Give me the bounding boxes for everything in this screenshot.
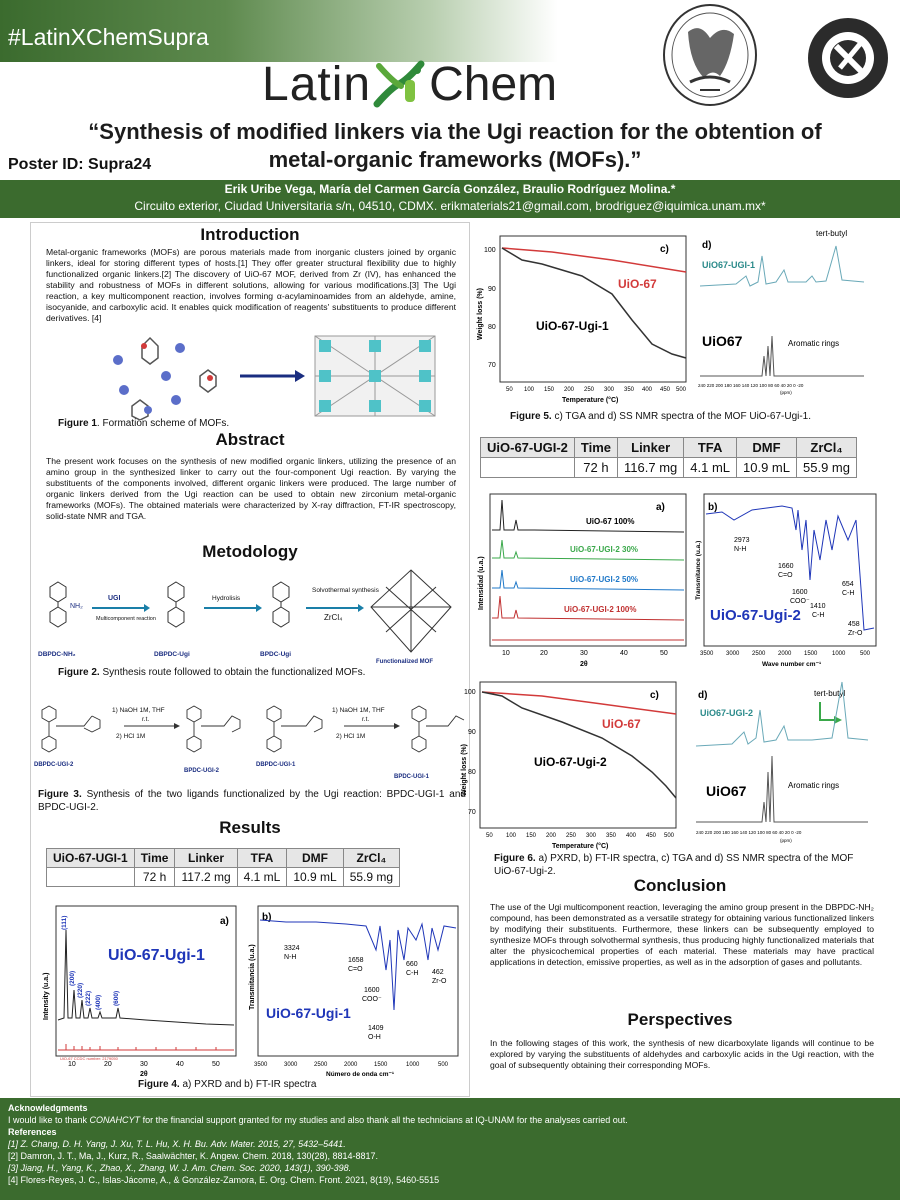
step1-label-a: 1) NaOH 1M, THF <box>112 707 165 714</box>
tga2-xtick-350: 350 <box>606 833 617 839</box>
tga1-xtick-350: 350 <box>624 387 635 393</box>
ftir1-ylabel: Transmitancia (u.a.) <box>249 944 256 1010</box>
mol-dbpdc-ugi1: DBPDC-UGI-1 <box>256 762 296 768</box>
pxrd2-xtick-50: 50 <box>660 650 668 657</box>
ccdc-label: UiO-67 CCDC number: 2179050 <box>60 1056 118 1061</box>
step2-label-b: 2) HCl 1M <box>336 733 366 740</box>
ack-em: CONAHCYT <box>89 1115 141 1125</box>
table1-h4: ZrCl₄ <box>343 849 399 868</box>
pxrd2-label-uio67: UiO-67 100% <box>586 517 635 526</box>
tga2-ylabel: Weight loss (%) <box>461 744 468 796</box>
nmr2-xticks: 240 220 200 180 160 140 120 100 80 60 40 20 0 -20 <box>696 830 802 835</box>
tga2-xtick-150: 150 <box>526 833 537 839</box>
tga2-xtick-450: 450 <box>646 833 657 839</box>
tga1-xtick-400: 400 <box>642 387 653 393</box>
pxrd2-xlabel: 2θ <box>580 661 588 668</box>
table2-v4: 55.9 mg <box>797 458 857 478</box>
figure3-label: Figure 3. <box>38 789 82 800</box>
figure2-label: Figure 2. <box>58 667 100 678</box>
tga1-xtick-250: 250 <box>584 387 595 393</box>
ftir2-xtick-3000: 3000 <box>726 651 740 657</box>
ack-title: Acknowledgments <box>8 1103 88 1113</box>
compound-2-label: DBPDC-Ugi <box>154 651 190 658</box>
figure1-label: Figure 1 <box>58 418 97 429</box>
ftir1-xtick-2000: 2000 <box>344 1062 358 1068</box>
ftir1-ann-462: 462 <box>432 969 444 976</box>
nmr2-tertbutyl: tert-butyl <box>814 689 846 698</box>
pxrd2-xtick-30: 30 <box>580 650 588 657</box>
ftir1-ann-1409: 1409 <box>368 1025 384 1032</box>
ack-text <box>8 1114 892 1126</box>
pxrd1-xlabel: 2θ <box>140 1071 148 1078</box>
tga2-xtick-300: 300 <box>586 833 597 839</box>
pxrd1-xtick-30: 30 <box>140 1061 148 1068</box>
abstract-heading: Abstract <box>215 430 285 449</box>
pxrd1-series-label: UiO-67-Ugi-1 <box>108 947 205 964</box>
step1-rt-b: r.t. <box>362 716 370 723</box>
figure6-label: Figure 6. <box>494 853 536 864</box>
nmr2-ppm: (ppm) <box>780 838 792 843</box>
nmr2-d-label: d) <box>698 690 708 701</box>
ref-1: [1] Z. Chang, D. H. Yang, J. Xu, T. L. Hu, X. H. Bu. Adv. Mater. 2015, 27, 5432–5441. <box>8 1139 346 1149</box>
figure6-text: a) PXRD, b) FT-IR spectra, c) TGA and d) SS NMR spectra of the MOF UiO-67-Ugi-2. <box>494 853 854 877</box>
tga1-xtick-450: 450 <box>660 387 671 393</box>
solvothermal-label: Solvothermal synthesis <box>312 587 379 594</box>
nmr1-tertbutyl: tert-butyl <box>816 229 848 238</box>
figure1-caption <box>58 417 229 430</box>
synthesis-table-ugi2 <box>480 437 857 478</box>
tga2-ytick-80: 80 <box>468 769 476 776</box>
compound-1-label: DBPDC-NH₂ <box>38 651 76 658</box>
nmr1-aromatic: Aromatic rings <box>788 339 840 348</box>
table1-v0: 72 h <box>134 868 175 887</box>
tga1-ytick-80: 80 <box>488 324 496 331</box>
ftir1-xtick-1000: 1000 <box>406 1062 420 1068</box>
pxrd-ugi1-plot <box>36 900 242 1078</box>
ftir1-ann-oh: O-H <box>368 1034 381 1041</box>
pxrd-ugi2-plot <box>474 490 690 668</box>
tga-ugi1-plot <box>472 230 692 408</box>
logo-x-mark-icon <box>371 58 429 110</box>
ftir2-ann-ch2: C-H <box>842 590 855 597</box>
tga2-xtick-250: 250 <box>566 833 577 839</box>
footer <box>0 1098 900 1200</box>
tga1-xtick-100: 100 <box>524 387 535 393</box>
title-line-1: “Synthesis of modified linkers via the Ugi reaction for the obtention of <box>88 119 822 144</box>
peak-220: (220) <box>77 982 84 998</box>
tga2-xlabel: Temperature (°C) <box>552 843 609 850</box>
zrcl4-label: ZrCl₄ <box>324 613 343 622</box>
ftir2-xtick-2500: 2500 <box>752 651 766 657</box>
conclusion-heading: Conclusion <box>633 876 727 895</box>
table1-v2: 4.1 mL <box>237 868 287 887</box>
nmr2-uio-label: UiO67 <box>706 783 747 799</box>
figure1-text: . Formation scheme of MOFs. <box>96 418 230 429</box>
pxrd1-ylabel: Intensity (u.a.) <box>43 972 50 1020</box>
table1-empty <box>47 868 135 887</box>
ref-2: [2] Damron, J. T., Ma, J., Kurz, R., Saalwächter, K. Angew. Chem. 2018, 130(28), 8814-8817. <box>8 1151 379 1161</box>
intro-heading: Introduction <box>200 225 300 244</box>
results-heading: Results <box>219 818 281 837</box>
multicomponent-label: Multicomponent reaction <box>96 616 156 622</box>
step1-label-b: 1) NaOH 1M, THF <box>332 707 385 714</box>
compound-3-label: BPDC-Ugi <box>260 651 292 658</box>
address: Circuito exterior, Ciudad Universitaria s/n, 04510, CDMX. erikmaterials21@gmail.com, brodriguez@iquimica.unam.mx* <box>134 199 766 213</box>
mol-bpdc-ugi1: BPDC-UGI-1 <box>394 774 430 780</box>
peak-400: (400) <box>95 994 102 1010</box>
linker-molecule <box>132 338 216 420</box>
table2-name: UiO-67-UGI-2 <box>481 438 575 458</box>
ligand-synthesis-scheme <box>34 686 468 784</box>
ftir2-xtick-3500: 3500 <box>700 651 714 657</box>
perspectives-text: In the following stages of this work, the synthesis of new dicarboxylate ligands will continue to be explored by varying the substituents of aldehydes and carboxylic acids in the Ugi reaction, with the goal of subsequently obtaining their corresponding MOFs. <box>490 1038 874 1070</box>
peak-111: (111) <box>61 915 68 930</box>
ftir1-xtick-500: 500 <box>438 1062 449 1068</box>
abstract-text: The present work focuses on the synthesis of new modified organic linkers, utilizing the presence of an amino group in the synthesized linker to carry out the four-component Ugi reaction. By varying the substituents of the components involved, different organic linkers were produced. The large number of organic linkers derived from the Ugi reaction can be used to obtain new zirconium metal-organic frameworks (MOFs). The obtained materials were characterized by X-ray diffraction, FT-IR spectroscopy, solid-state NMR and TGA. <box>46 456 456 521</box>
tga1-xtick-50: 50 <box>506 387 513 393</box>
ftir1-ann-ch: C-H <box>406 970 419 977</box>
nmr-ugi2-plot <box>692 676 872 844</box>
logo-text-right: Chem <box>429 57 558 111</box>
figure4-text: a) PXRD and b) FT-IR spectra <box>179 1079 317 1090</box>
ftir2-xtick-500: 500 <box>860 651 871 657</box>
intro-text: Metal-organic frameworks (MOFs) are porous materials made from inorganic clusters joined by organic linkers, ideal for storing different types of hosts.[1] They offer greater structural flexibility due to highly functionalized organic linkers.[2] The discovery of UiO-67 MOF, derived from Zr (IV), has enhanced the stability and robustness of MOFs in different solutions, allowing for various modifications.[3] The Ugi reaction, a key multicomponent reaction, involves forming α-acylaminoamides from an aldehyde, amine, isocyanide, and carboxylic acid. It enables quick modification of reagents' substituents to produce different derivatives. [4] <box>46 247 456 323</box>
tga2-uio67-label: UiO-67 <box>602 717 641 731</box>
ftir2-ann-co: C=O <box>778 572 793 579</box>
hydrolysis-label: Hydrolisis <box>212 595 241 602</box>
ftir2-ann-1410: 1410 <box>810 603 826 610</box>
table2-v3: 10.9 mL <box>737 458 797 478</box>
pxrd2-label-50: UiO-67-UGI-2 50% <box>570 575 639 584</box>
tga2-xtick-100: 100 <box>506 833 517 839</box>
iquimica-logo-icon <box>790 0 900 110</box>
ftir1-series-label: UiO-67-Ugi-1 <box>266 1005 351 1021</box>
pxrd2-ylabel: Intensidad (u.a.) <box>478 556 485 610</box>
ftir2-xlabel: Wave number cm⁻¹ <box>762 661 822 668</box>
synthesis-table-ugi1 <box>46 848 400 887</box>
figure4-label: Figure 4. <box>138 1079 180 1090</box>
tga1-xtick-200: 200 <box>564 387 575 393</box>
table2-h2: TFA <box>684 438 737 458</box>
peak-222: (222) <box>85 990 92 1006</box>
table1-name: UiO-67-UGI-1 <box>47 849 135 868</box>
tga1-c-label: c) <box>660 244 669 255</box>
authors-bar <box>0 180 900 218</box>
pxrd1-xtick-40: 40 <box>176 1061 184 1068</box>
tga2-c-label: c) <box>650 690 659 701</box>
hashtag: #LatinXChemSupra <box>8 24 209 50</box>
ftir1-ann-zro: Zr-O <box>432 978 447 985</box>
nmr1-ugi1-label: UiO67-UGI-1 <box>702 260 756 270</box>
tga1-ytick-100: 100 <box>484 247 496 254</box>
ugi-arrow-label: UGI <box>108 595 121 602</box>
table2-v0: 72 h <box>574 458 617 478</box>
conclusion-text: The use of the Ugi multicomponent reaction, leveraging the amino group present in the DBPDC-NH₂ compound, has been demonstrated as a versatile strategy for obtaining various functionalized linkers by modifying their substituents. Furthermore, these linkers can be subsequently employed to synthesize MOFs through solvothermal synthesis, thus producing highly functionalized materials that alter the physicochemical properties of each material. These materials may have practical applications in detection, emissive properties, as well as in the adsorption of gases and pollutants. <box>490 902 874 967</box>
ack-post: for the financial support granted for my studies and also thank all the technicians at IQ-UNAM for the analyses carried out. <box>140 1115 628 1125</box>
ftir1-ann-nh: N-H <box>284 954 297 961</box>
pxrd1-xtick-20: 20 <box>104 1061 112 1068</box>
pxrd1-xtick-50: 50 <box>212 1061 220 1068</box>
table2-h1: Linker <box>618 438 684 458</box>
table2-h4: ZrCl₄ <box>797 438 857 458</box>
tga2-ytick-90: 90 <box>468 729 476 736</box>
table1-h1: Linker <box>175 849 237 868</box>
ftir2-ann-1660: 1660 <box>778 563 794 570</box>
pxrd2-a-label: a) <box>656 502 665 513</box>
tga1-xlabel: Temperature (°C) <box>562 397 619 404</box>
table1-h0: Time <box>134 849 175 868</box>
ftir1-ann-660: 660 <box>406 961 418 968</box>
ftir-ugi1-plot <box>246 900 464 1078</box>
table2-v2: 4.1 mL <box>684 458 737 478</box>
ftir2-ann-2973: 2973 <box>734 537 750 544</box>
table2-h3: DMF <box>737 438 797 458</box>
perspectives-heading: Perspectives <box>627 1010 733 1029</box>
ftir1-xtick-3500: 3500 <box>254 1062 268 1068</box>
figure3-caption <box>38 788 466 814</box>
ftir2-series-label: UiO-67-Ugi-2 <box>710 607 801 624</box>
table1-h3: DMF <box>287 849 343 868</box>
table1-v4: 55.9 mg <box>343 868 399 887</box>
nmr1-xticks: 240 220 200 180 160 140 120 100 80 60 40 20 0 -20 <box>698 383 804 388</box>
figure6-caption <box>494 852 874 878</box>
nmr2-ugi2-label: UiO67-UGI-2 <box>700 708 754 718</box>
figure5-label: Figure 5. <box>510 411 552 422</box>
compound-4-label: Functionalized MOF <box>376 659 433 665</box>
ref-3: [3] Jiang, H., Yang, K., Zhao, X., Zhang, W. J. Am. Chem. Soc. 2020, 143(1), 390-398. <box>8 1163 352 1173</box>
figure2-caption <box>58 666 365 679</box>
tga2-xtick-200: 200 <box>546 833 557 839</box>
unam-seal-icon <box>660 2 760 108</box>
logo-text-left: Latin <box>262 57 372 111</box>
table2-v1: 116.7 mg <box>618 458 684 478</box>
ref-4: [4] Flores-Reyes, J. C., Islas-Jácome, A., & González-Zamora, E. Org. Chem. Front. 2021, 8(19), 5460-5515 <box>8 1175 440 1185</box>
ftir1-xtick-2500: 2500 <box>314 1062 328 1068</box>
ftir2-ann-654: 654 <box>842 581 854 588</box>
ref-title: References <box>8 1127 57 1137</box>
pxrd2-xtick-20: 20 <box>540 650 548 657</box>
ftir1-ann-coo: COO⁻ <box>362 996 382 1003</box>
figure2-text: Synthesis route followed to obtain the functionalized MOFs. <box>99 667 366 678</box>
authors: Erik Uribe Vega, María del Carmen García González, Braulio Rodríguez Molina.* <box>224 182 676 196</box>
ftir2-xtick-2000: 2000 <box>778 651 792 657</box>
figure4-caption <box>138 1078 316 1091</box>
figure3-text: Synthesis of the two ligands functionalized by the Ugi reaction: BPDC-UGI-1 and BPDC-UGI-2. <box>38 789 466 813</box>
poster-title <box>60 118 850 174</box>
ftir-ugi2-plot <box>692 490 882 668</box>
ftir2-b-label: b) <box>708 502 718 513</box>
latinxchem-logo <box>262 58 557 110</box>
tga1-ugi1-label: UiO-67-Ugi-1 <box>536 319 609 333</box>
peak-200: (200) <box>69 970 76 986</box>
amine-label: NH₂ <box>70 603 83 610</box>
tga1-xtick-300: 300 <box>604 387 615 393</box>
tga2-xtick-500: 500 <box>664 833 675 839</box>
table1-v3: 10.9 mL <box>287 868 343 887</box>
tga2-ytick-100: 100 <box>464 689 476 696</box>
ftir1-ann-1658: 1658 <box>348 957 364 964</box>
tga2-xtick-400: 400 <box>626 833 637 839</box>
mol-dbpdc-ugi2: DBPDC-UGI-2 <box>34 762 74 768</box>
ftir1-ann-3324: 3324 <box>284 945 300 952</box>
ftir1-xtick-3000: 3000 <box>284 1062 298 1068</box>
tga1-uio67-label: UiO-67 <box>618 277 657 291</box>
figure5-caption <box>510 410 811 423</box>
ftir1-xtick-1500: 1500 <box>374 1062 388 1068</box>
ftir1-ann-co: C=O <box>348 966 363 973</box>
tga1-ytick-70: 70 <box>488 362 496 369</box>
ftir1-xlabel: Número de onda cm⁻¹ <box>326 1071 395 1078</box>
pxrd2-label-100: UiO-67-UGI-2 100% <box>564 605 637 614</box>
ftir2-ann-nh: N-H <box>734 546 747 553</box>
pxrd2-xtick-10: 10 <box>502 650 510 657</box>
tga2-xtick-50: 50 <box>486 833 493 839</box>
mol-bpdc-ugi2: BPDC-UGI-2 <box>184 768 220 774</box>
nmr2-aromatic: Aromatic rings <box>788 781 840 790</box>
peak-600: (600) <box>113 990 120 1006</box>
ftir2-xtick-1500: 1500 <box>804 651 818 657</box>
ftir2-ann-1600: 1600 <box>792 589 808 596</box>
ftir2-ann-coo: COO⁻ <box>790 598 810 605</box>
nmr1-ppm: (ppm) <box>780 390 792 395</box>
ftir2-ann-ch1: C-H <box>812 612 825 619</box>
step2-label-a: 2) HCl 1M <box>116 733 146 740</box>
pxrd2-xtick-40: 40 <box>620 650 628 657</box>
nmr-ugi1-plot <box>696 226 868 396</box>
tga-ugi2-plot <box>452 676 682 854</box>
ftir1-b-label: b) <box>262 912 272 923</box>
table1-h2: TFA <box>237 849 287 868</box>
title-line-2: metal-organic frameworks (MOFs).” <box>268 147 642 172</box>
nmr1-uio-label: UiO67 <box>702 333 743 349</box>
ftir2-ann-zro: Zr-O <box>848 630 863 637</box>
pxrd1-xtick-10: 10 <box>68 1061 76 1068</box>
ftir2-xtick-1000: 1000 <box>832 651 846 657</box>
poster-id: Poster ID: Supra24 <box>8 156 152 173</box>
table1-v1: 117.2 mg <box>175 868 237 887</box>
ftir1-ann-1600: 1600 <box>364 987 380 994</box>
pxrd1-a-label: a) <box>220 916 229 927</box>
ftir2-ann-458: 458 <box>848 621 860 628</box>
tga1-xtick-150: 150 <box>544 387 555 393</box>
figure5-text: c) TGA and d) SS NMR spectra of the MOF UiO-67-Ugi-1. <box>551 411 812 422</box>
tga1-ylabel: Weight loss (%) <box>477 288 484 340</box>
table2-empty <box>481 458 575 478</box>
ack-pre: I would like to thank <box>8 1115 90 1125</box>
table2-h0: Time <box>574 438 617 458</box>
tga2-ytick-70: 70 <box>468 809 476 816</box>
ftir2-ylabel: Transmitance (u.a.) <box>695 540 702 600</box>
tga2-ugi2-label: UiO-67-Ugi-2 <box>534 755 607 769</box>
tga1-xtick-500: 500 <box>676 387 687 393</box>
pxrd2-label-30: UiO-67-UGI-2 30% <box>570 545 639 554</box>
tga1-ytick-90: 90 <box>488 286 496 293</box>
methodology-heading: Metodology <box>202 542 298 561</box>
mof-formation-scheme <box>110 330 450 420</box>
nmr1-d-label: d) <box>702 240 712 251</box>
synthesis-route-scheme <box>36 562 466 667</box>
step1-rt-a: r.t. <box>142 716 150 723</box>
